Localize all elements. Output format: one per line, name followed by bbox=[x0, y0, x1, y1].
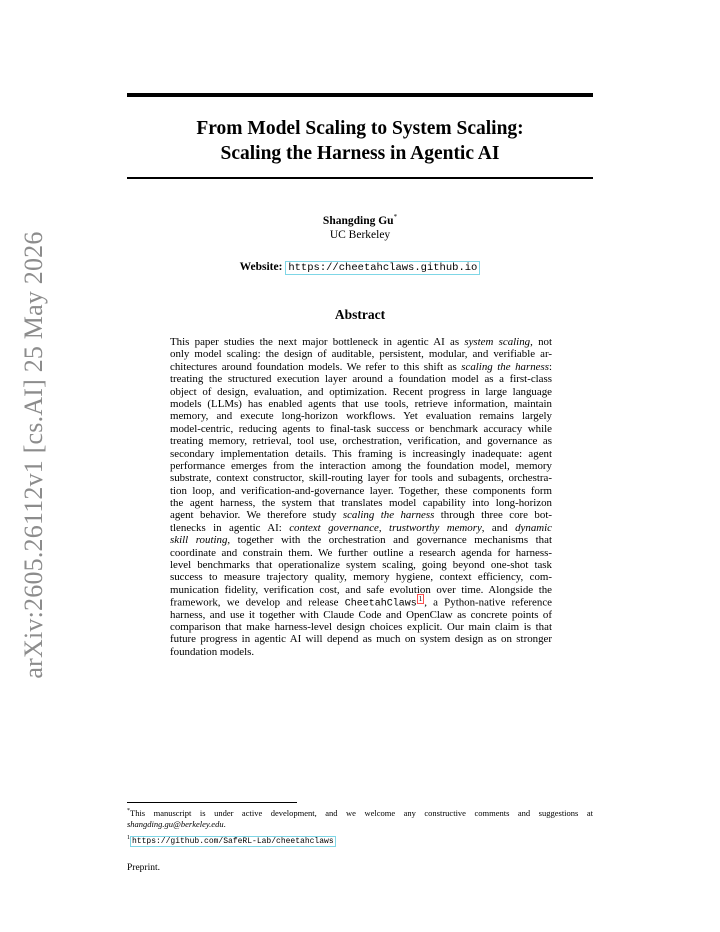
abstract-text: : bbox=[548, 360, 552, 373]
abstract-line bbox=[170, 497, 552, 509]
abstract-text: substrate, context constructor, skill-routing layer for tools and subagents, orchestra- bbox=[170, 472, 552, 485]
abstract-text: treating the structured execution layer around a foundation model as a first-class bbox=[170, 373, 552, 386]
abstract-line bbox=[170, 386, 552, 398]
abstract-text: models (LLMs) has enabled agents that use tools, retrieve information, maintain bbox=[170, 397, 552, 410]
abstract-line bbox=[170, 596, 552, 608]
website-line bbox=[127, 261, 593, 274]
abstract-text: , a Python-native reference bbox=[424, 596, 552, 609]
abstract-line bbox=[170, 398, 552, 410]
abstract-text: success to measure trajectory quality, memory hygiene, context efficiency, com- bbox=[170, 571, 552, 584]
abstract-line bbox=[170, 609, 552, 621]
abstract-text: , bbox=[378, 521, 390, 534]
title-bottom-rule bbox=[127, 177, 593, 179]
abstract-text: comparison that make harness-level design choices explicit. Our main claim is that bbox=[170, 620, 552, 633]
abstract-text: future progress in agentic AI will depend as much on system design as on stronger bbox=[170, 633, 552, 646]
abstract-text: agent behavior. We therefore study bbox=[170, 509, 343, 522]
abstract-emphasis: dynamic bbox=[515, 521, 552, 534]
abstract-text: , not bbox=[530, 336, 552, 348]
abstract-line bbox=[170, 485, 552, 497]
footnotes bbox=[127, 806, 593, 847]
abstract-line bbox=[170, 646, 552, 658]
abstract-line bbox=[170, 559, 552, 571]
footnote-1-email: shangding.gu@berkeley.edu bbox=[127, 818, 224, 829]
abstract-text: the agent harness, the system that translates model capability into long-horizon bbox=[170, 497, 552, 510]
arxiv-identifier-text: arXiv:2605.26112v1 [cs.AI] 25 May 2026 bbox=[19, 231, 48, 679]
abstract-text: model-centric, reducing agents to final-task success or benchmark accuracy while bbox=[170, 422, 552, 435]
footnote-rule bbox=[127, 802, 297, 803]
abstract-text: level benchmarks that operationalize system scaling, going beyond one-shot task bbox=[170, 559, 552, 572]
abstract-line bbox=[170, 534, 552, 546]
abstract-text: framework, we develop and release bbox=[170, 596, 345, 609]
abstract-text: object of design, evaluation, and optimization. Recent progress in large language bbox=[170, 385, 552, 398]
abstract-text: tion loop, and verification-and-governance layer. Together, these components form bbox=[170, 484, 552, 497]
footnote-1-marker: * bbox=[127, 808, 130, 814]
abstract-emphasis: system scaling bbox=[464, 336, 531, 348]
abstract-heading: Abstract bbox=[334, 307, 386, 322]
abstract-emphasis: context governance bbox=[289, 521, 379, 534]
abstract-text: secondary implementation details. This framing is increasingly inadequate: agent bbox=[170, 447, 552, 460]
abstract-line bbox=[170, 373, 552, 385]
abstract-line bbox=[170, 361, 552, 373]
arxiv-identifier-stamp bbox=[14, 231, 54, 679]
abstract-line bbox=[170, 633, 552, 645]
abstract-body bbox=[170, 336, 552, 658]
footnote-1-text: This manuscript is under active development, and we welcome any constructive comments and suggestions at bbox=[130, 807, 593, 818]
abstract-line bbox=[170, 571, 552, 583]
abstract-text: foundation models. bbox=[170, 645, 255, 658]
abstract-text: memory, and execute long-horizon workflows. Yet evaluation remains largely bbox=[170, 410, 552, 423]
abstract-emphasis: skill routing bbox=[170, 534, 228, 547]
abstract-line bbox=[170, 522, 552, 534]
abstract-line bbox=[170, 547, 552, 559]
abstract-line bbox=[170, 423, 552, 435]
abstract-line bbox=[170, 348, 552, 360]
abstract-text: through three core bot- bbox=[434, 509, 552, 522]
abstract-text: only model scaling: the design of auditable, persistent, modular, and verifiable ar- bbox=[170, 348, 552, 361]
title-line-1: From Model Scaling to System Scaling: bbox=[196, 118, 524, 139]
abstract-line bbox=[170, 448, 552, 460]
title-line-2: Scaling the Harness in Agentic AI bbox=[220, 143, 500, 164]
paper-title bbox=[127, 116, 593, 166]
abstract-line bbox=[170, 460, 552, 472]
abstract-text: , together with the orchestration and governance mechanisms that bbox=[227, 534, 552, 547]
abstract-text: munication fidelity, verification cost, and safe evolution over time. Alongside the bbox=[170, 583, 552, 596]
title-top-rule bbox=[127, 93, 593, 97]
abstract-line bbox=[170, 472, 552, 484]
abstract-text: , and bbox=[481, 521, 516, 534]
abstract-line bbox=[170, 435, 552, 447]
abstract-line bbox=[170, 584, 552, 596]
preprint-label: Preprint. bbox=[127, 863, 160, 873]
author-footnote-marker[interactable]: * bbox=[393, 213, 398, 221]
abstract-footnote-link[interactable]: 1 bbox=[418, 595, 423, 604]
abstract-line bbox=[170, 410, 552, 422]
abstract-text: This paper studies the next major bottleneck in agentic AI as bbox=[170, 336, 465, 348]
abstract-text: treating memory, retrieval, tool use, orchestration, verification, and governance as bbox=[170, 435, 552, 448]
footnote-1-end: . bbox=[223, 818, 226, 829]
abstract-text: performance emerges from the interaction among the foundation model, memory bbox=[170, 459, 552, 472]
abstract-line bbox=[170, 509, 552, 521]
abstract-line bbox=[170, 621, 552, 633]
author-name: Shangding Gu bbox=[322, 214, 394, 227]
abstract-code-name: CheetahClaws bbox=[344, 598, 417, 610]
website-label: Website: bbox=[239, 261, 283, 273]
abstract-text: coordinate and constrain them. We further outline a research agenda for harness- bbox=[170, 546, 552, 559]
abstract-emphasis: trustworthy memory bbox=[389, 521, 482, 534]
footnote-1 bbox=[127, 806, 593, 830]
abstract-text: harness, and use it together with Claude Code and OpenClaw as concrete points of bbox=[170, 608, 552, 621]
footnote-2-marker: 1 bbox=[127, 834, 130, 841]
abstract-text: tlenecks in agentic AI: bbox=[170, 521, 290, 534]
abstract-line bbox=[170, 336, 552, 348]
author-block bbox=[127, 210, 593, 242]
abstract-emphasis: scaling the harness bbox=[461, 360, 549, 373]
abstract-text: chitectures around foundation models. We refer to this shift as bbox=[170, 360, 462, 373]
footnote-2-link[interactable]: https://github.com/SafeRL-Lab/cheetahclaws bbox=[132, 836, 334, 846]
abstract-emphasis: scaling the harness bbox=[342, 509, 435, 522]
website-link[interactable]: https://cheetahclaws.github.io bbox=[285, 261, 480, 275]
footnote-2 bbox=[127, 833, 593, 847]
author-affiliation: UC Berkeley bbox=[329, 228, 391, 241]
